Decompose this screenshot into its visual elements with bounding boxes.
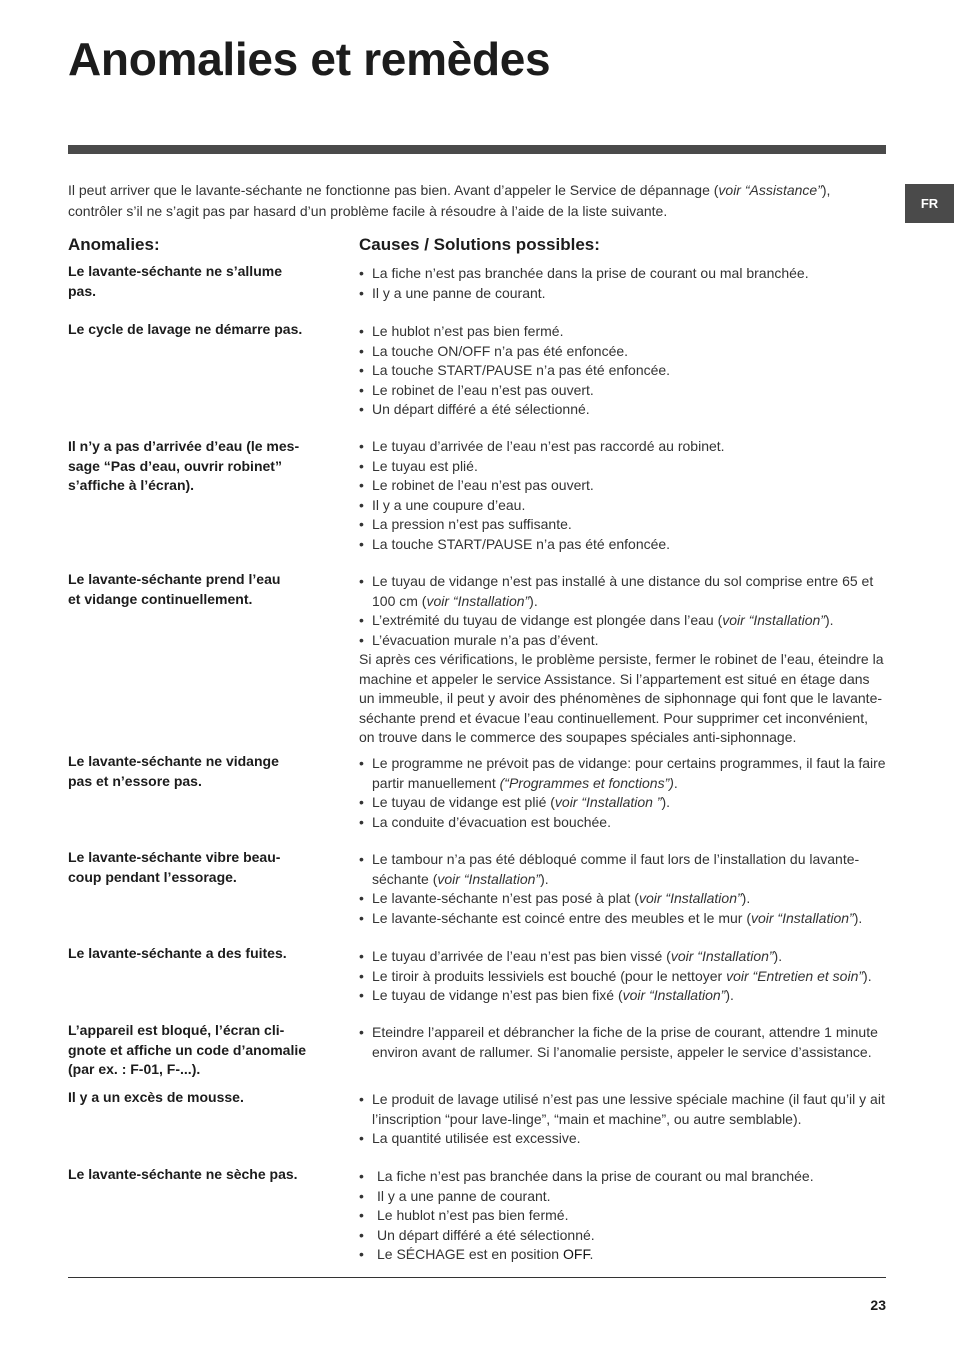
problem-line: sage “Pas d’eau, ouvrir robinet” <box>68 457 282 474</box>
causes-error-code <box>359 1023 887 1062</box>
cause-item: • Le tuyau d’arrivée de l’eau n’est pas bien vissé (voir “Installation”). <box>359 947 887 967</box>
problem-line: Le lavante-séchante ne s’allume <box>68 263 282 279</box>
problem-line: Il n’y a pas d’arrivée d’eau (le mes- <box>68 438 300 454</box>
cause-item: • La quantité utilisée est excessive. <box>359 1129 887 1149</box>
problem-error-code <box>68 1021 348 1080</box>
cause-item: • Le robinet de l’eau n’est pas ouvert. <box>359 476 887 496</box>
cause-item: • Eteindre l’appareil et débrancher la fiche de la prise de courant, attendre 1 minute environ avant de rallumer. Si l’anomalie persiste, appeler le service d’assistance. <box>359 1023 887 1062</box>
cause-item: • Le lavante-séchante est coincé entre des meubles et le mur (voir “Installation”). <box>359 909 887 929</box>
cause-item: • Le tambour n’a pas été débloqué comme il faut lors de l’installation du lavante-séchante (voir “Installation”). <box>359 850 887 889</box>
cause-item: • Le lavante-séchante n’est pas posé à plat (voir “Installation”). <box>359 889 887 909</box>
problem-line: Le lavante-séchante prend l’eau <box>68 571 281 587</box>
footer-rule <box>68 1277 886 1278</box>
causes-no-power <box>359 264 887 303</box>
causes-heading: Causes / Solutions possibles: <box>359 235 600 254</box>
page-title: Anomalies et remèdes <box>68 33 551 85</box>
causes-leaks <box>359 947 887 1006</box>
cause-item: • La touche START/PAUSE n’a pas été enfoncée. <box>359 361 887 381</box>
problem-continuous-drain <box>68 570 348 609</box>
cause-item: • Le produit de lavage utilisé n’est pas une lessive spéciale machine (il faut qu’il y ait l’inscription “pour lave-linge”, “main et machine”, ou autre semblable). <box>359 1090 887 1129</box>
cause-item: • Le tuyau de vidange est plié (voir “Installation ”). <box>359 793 887 813</box>
cause-item: • Un départ différé a été sélectionné. <box>359 1226 887 1246</box>
cause-item: • Le tiroir à produits lessiviels est bouché (pour le nettoyer voir “Entretien et soin”). <box>359 967 887 987</box>
causes-no-water <box>359 437 887 554</box>
problem-no-drain <box>68 752 348 791</box>
intro-line-2: contrôler s’il ne s’agit pas par hasard d’un problème facile à résoudre à l’aide de la liste suivante. <box>68 203 668 219</box>
cause-item: • La touche ON/OFF n’a pas été enfoncée. <box>359 342 887 362</box>
cause-item: • Le robinet de l’eau n’est pas ouvert. <box>359 381 887 401</box>
causes-no-drying <box>359 1167 887 1265</box>
problem-line: pas. <box>68 282 97 299</box>
problem-no-power <box>68 262 348 301</box>
intro-paragraph <box>68 180 890 222</box>
cause-item: • Le tuyau est plié. <box>359 457 887 477</box>
problem-line: L’appareil est bloqué, l’écran cli- <box>68 1022 285 1038</box>
cause-item: • Il y a une coupure d’eau. <box>359 496 887 516</box>
cause-item: • Le tuyau de vidange n’est pas bien fixé (voir “Installation”). <box>359 986 887 1006</box>
problems-heading: Anomalies: <box>68 235 160 254</box>
intro-text: Il peut arriver que le lavante-séchante ne fonctionne pas bien. Avant d’appeler le Service de dépannage ( <box>68 182 719 198</box>
problem-line: Le lavante-séchante vibre beau- <box>68 849 281 865</box>
cause-item: • L’évacuation murale n’a pas d’évent. <box>359 631 887 651</box>
problem-vibration <box>68 848 348 887</box>
problem-line: Il y a un excès de mousse. <box>68 1089 244 1105</box>
causes-no-start <box>359 322 887 420</box>
cause-item: • La fiche n’est pas branchée dans la prise de courant ou mal branchée. <box>359 1167 887 1187</box>
cause-item: • La conduite d’évacuation est bouchée. <box>359 813 887 833</box>
problem-line: gnote et affiche un code d’anomalie <box>68 1041 307 1058</box>
cause-item: • L’extrémité du tuyau de vidange est plongée dans l’eau (voir “Installation”). <box>359 611 887 631</box>
page-number: 23 <box>870 1297 886 1313</box>
problem-line: (par ex. : F-01, F-...). <box>68 1061 201 1077</box>
cause-item: • La pression n’est pas suffisante. <box>359 515 887 535</box>
intro-reference: voir “Assistance” <box>718 182 822 198</box>
causes-no-drain <box>359 754 887 832</box>
cause-item: • Le hublot n’est pas bien fermé. <box>359 1206 887 1226</box>
cause-item: • Le programme ne prévoit pas de vidange: pour certains programmes, il faut la faire partir manuellement (“Programmes et fonctions”). <box>359 754 887 793</box>
problem-line: Le cycle de lavage ne démarre pas. <box>68 321 303 337</box>
problem-no-start <box>68 320 348 340</box>
language-tab: FR <box>905 184 954 223</box>
cause-item: • Le tuyau de vidange n’est pas installé à une distance du sol comprise entre 65 et 100 cm (voir “Installation”). <box>359 572 887 611</box>
cause-item: • Le tuyau d’arrivée de l’eau n’est pas raccordé au robinet. <box>359 437 887 457</box>
problem-line: s’affiche à l’écran). <box>68 477 195 493</box>
causes-vibration <box>359 850 887 928</box>
cause-item: • Il y a une panne de courant. <box>359 284 887 304</box>
cause-item: • Un départ différé a été sélectionné. <box>359 400 887 420</box>
problem-excess-foam <box>68 1088 348 1108</box>
header-rule <box>68 145 886 154</box>
problem-no-drying <box>68 1165 348 1185</box>
cause-item: • La fiche n’est pas branchée dans la prise de courant ou mal branchée. <box>359 264 887 284</box>
cause-note: Si après ces vérifications, le problème persiste, fermer le robinet de l’eau, éteindre la machine et appeler le service Assistance. Si l’appartement est situé en étage dans un immeuble, il peut y avoir des phénomènes de siphonnage qui font que le lavante-séchante prend et évacue l’eau continuellement. Pour supprimer cet inconvénient, on trouve dans le commerce des soupapes spéciales anti-siphonnage. <box>359 651 884 745</box>
intro-line-1 <box>68 180 890 201</box>
cause-item: • Le hublot n’est pas bien fermé. <box>359 322 887 342</box>
cause-item: • Le SÉCHAGE est en position OFF. <box>359 1245 887 1265</box>
causes-continuous-drain <box>359 572 887 748</box>
problem-leaks <box>68 944 348 964</box>
problem-line: Le lavante-séchante a des fuites. <box>68 945 287 961</box>
problem-line: coup pendant l’essorage. <box>68 868 237 885</box>
problem-line: Le lavante-séchante ne vidange <box>68 753 279 769</box>
problem-line: Le lavante-séchante ne sèche pas. <box>68 1166 298 1182</box>
causes-excess-foam <box>359 1090 887 1149</box>
problem-line: et vidange continuellement. <box>68 590 253 607</box>
problem-no-water <box>68 437 348 496</box>
cause-item: • Il y a une panne de courant. <box>359 1187 887 1207</box>
intro-text: ), <box>821 182 831 198</box>
cause-item: • La touche START/PAUSE n’a pas été enfoncée. <box>359 535 887 555</box>
problem-line: pas et n’essore pas. <box>68 772 202 789</box>
